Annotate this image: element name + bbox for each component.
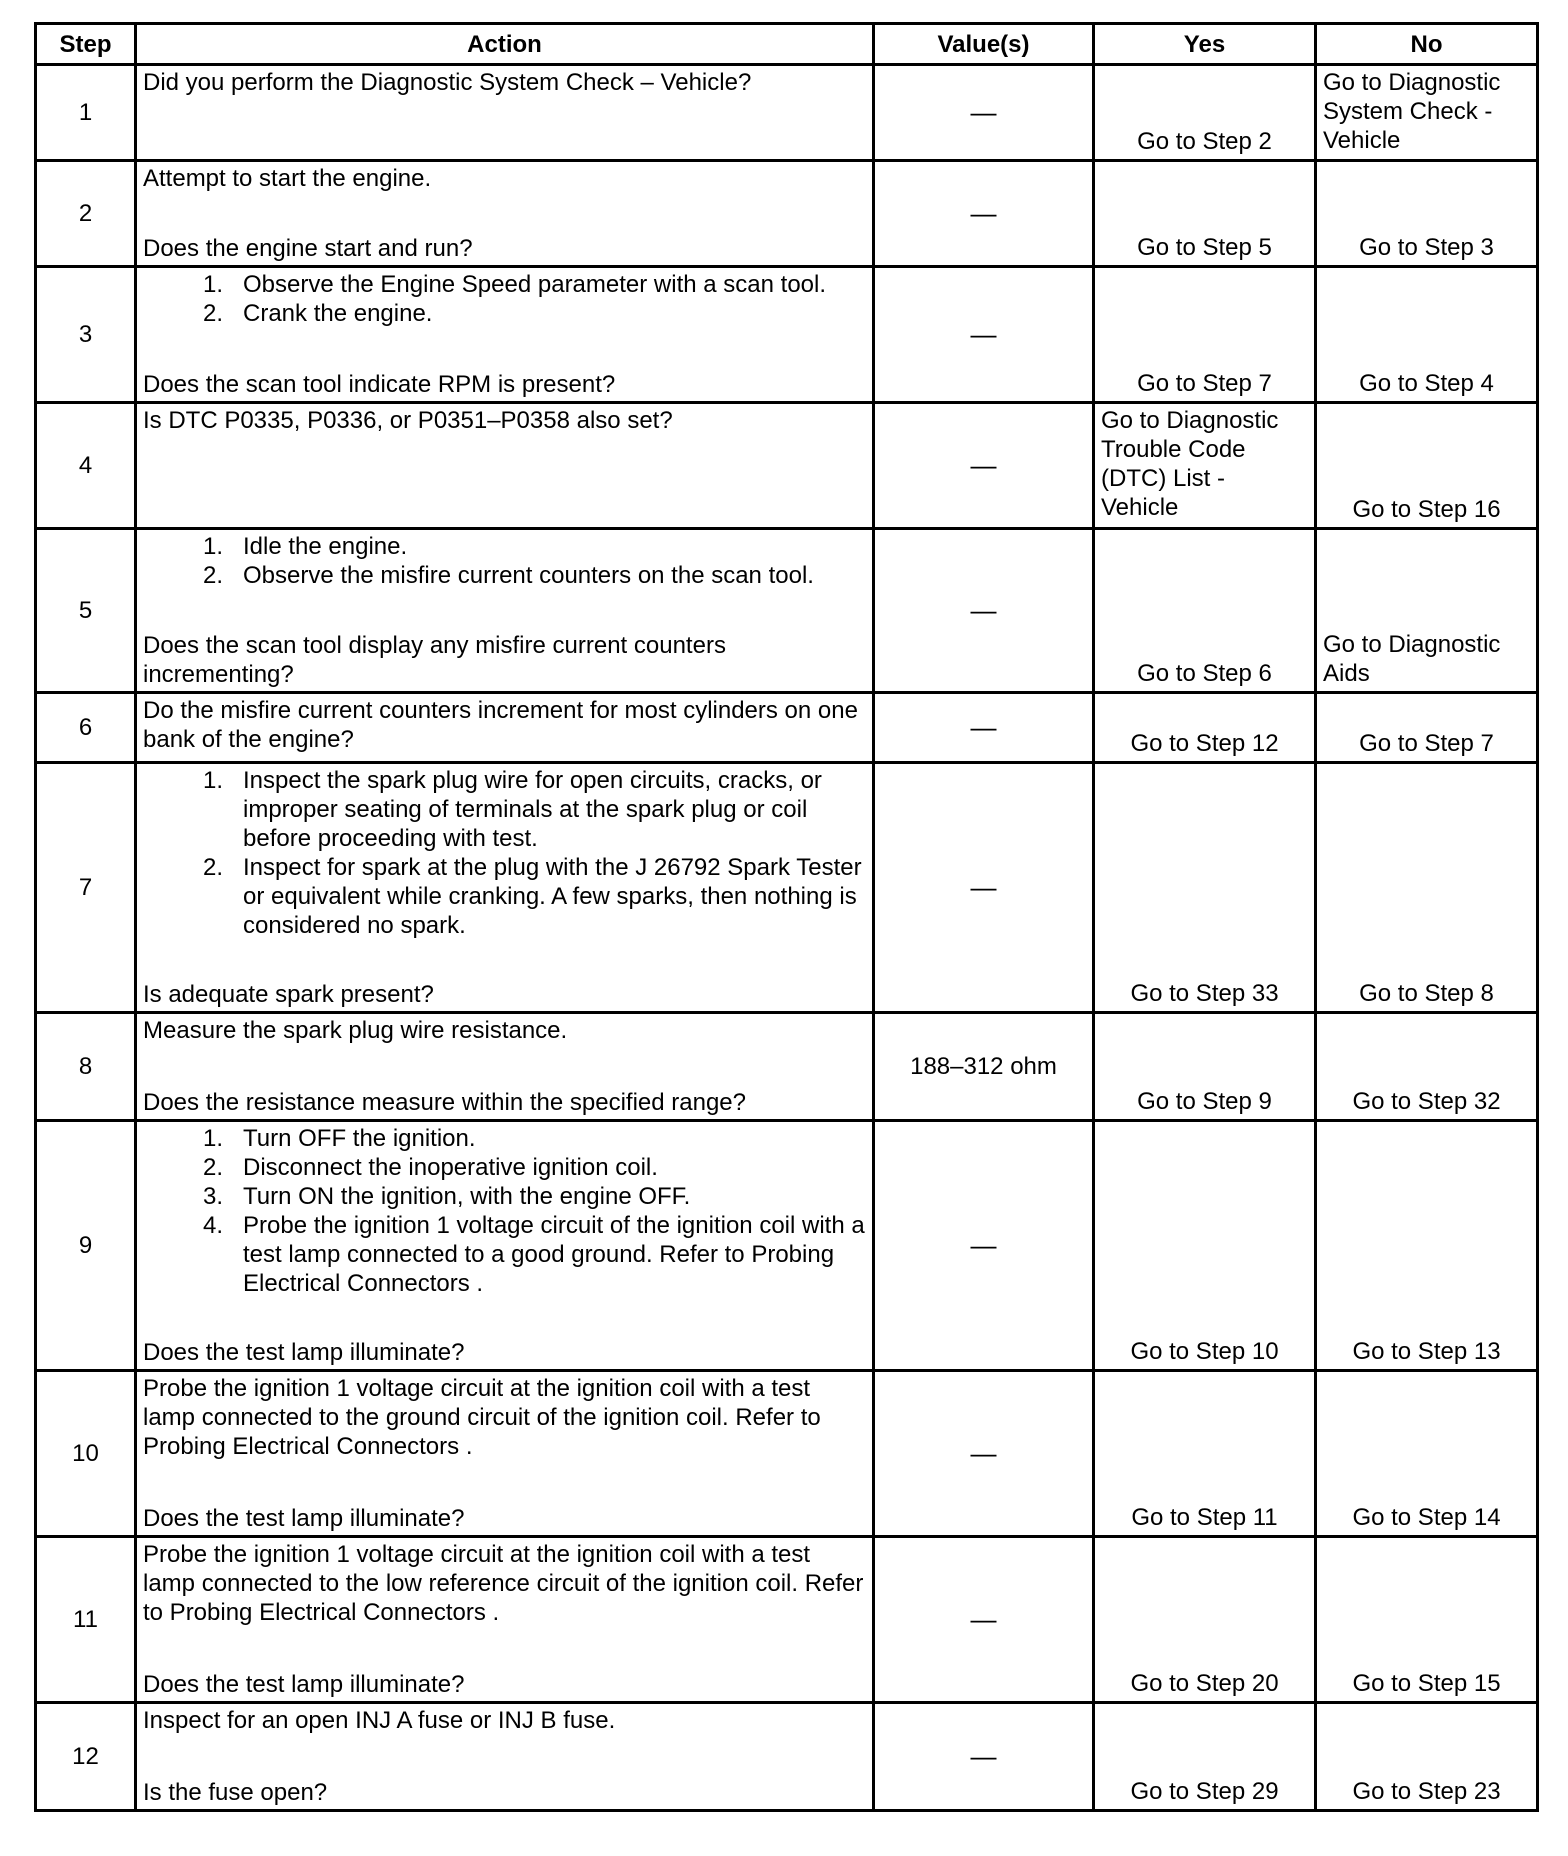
action-question: Does the scan tool indicate RPM is present? (143, 371, 616, 398)
value-cell (874, 1371, 1094, 1537)
action-instructions (143, 1016, 868, 1045)
action-list-item (143, 1211, 868, 1298)
action-cell (136, 161, 874, 267)
yes-result-text: Go to Step 7 (1137, 370, 1272, 397)
action-list (143, 270, 868, 328)
header-step: Step (36, 24, 136, 65)
list-number: 1. (202, 271, 223, 298)
list-number: 1. (202, 533, 223, 560)
no-result-text: Go to Step 13 (1352, 1338, 1501, 1365)
no-result-cell (1316, 1537, 1538, 1703)
value-text: — (970, 711, 997, 742)
action-question: Does the test lamp illuminate? (143, 1505, 465, 1532)
table-row (36, 1703, 1538, 1811)
action-text: Probe the ignition 1 voltage circuit at the ignition coil with a test lamp connected to the low reference circuit of the ignition coil. Refer to Probing Electrical Connectors . (143, 1541, 864, 1626)
action-cell (136, 529, 874, 693)
action-list-item (143, 270, 868, 299)
value-cell (874, 65, 1094, 161)
action-list-item (143, 561, 868, 590)
list-text: Inspect the spark plug wire for open circuits, cracks, or improper seating of terminals at the spark plug or coil before proceeding with test. (243, 767, 822, 852)
action-instructions (143, 406, 868, 435)
header-row (36, 24, 1538, 65)
step-number: 7 (36, 763, 136, 1013)
table-row (36, 267, 1538, 403)
list-number: 1. (202, 1125, 223, 1152)
action-question: Does the engine start and run? (143, 235, 473, 262)
action-cell (136, 403, 874, 529)
no-result-cell (1316, 529, 1538, 693)
action-instructions (143, 68, 868, 97)
no-result-cell (1316, 1013, 1538, 1121)
table-row (36, 693, 1538, 763)
value-text: — (970, 1437, 997, 1468)
yes-result-cell (1094, 1013, 1316, 1121)
no-result-text: Go to Step 32 (1352, 1088, 1501, 1115)
no-result-text: Go to Step 23 (1352, 1778, 1501, 1805)
table-row (36, 403, 1538, 529)
step-number: 3 (36, 267, 136, 403)
yes-result-cell (1094, 1371, 1316, 1537)
action-list (143, 1124, 868, 1298)
action-list-item (143, 1153, 868, 1182)
value-text: — (970, 197, 997, 228)
yes-result-cell (1094, 267, 1316, 403)
yes-result-text: Go to Step 2 (1137, 128, 1272, 155)
no-result-cell (1316, 763, 1538, 1013)
action-instructions (143, 164, 868, 193)
value-text: — (970, 1229, 997, 1260)
list-number: 4. (202, 1212, 223, 1239)
step-number: 1 (36, 65, 136, 161)
header-values: Value(s) (874, 24, 1094, 65)
yes-result-cell (1094, 1537, 1316, 1703)
action-instructions (143, 270, 868, 328)
action-text: Did you perform the Diagnostic System Check – Vehicle? (143, 69, 752, 96)
list-text: Observe the misfire current counters on the scan tool. (243, 562, 814, 589)
action-question: Does the test lamp illuminate? (143, 1339, 465, 1366)
action-cell (136, 1703, 874, 1811)
yes-result-text: Go to Step 29 (1130, 1778, 1279, 1805)
table-row (36, 1013, 1538, 1121)
action-question: Is the fuse open? (143, 1779, 328, 1806)
action-instructions (143, 1540, 868, 1627)
value-text: 188–312 ohm (910, 1053, 1057, 1080)
list-text: Turn OFF the ignition. (243, 1125, 476, 1152)
no-result-text: Go to Diagnostic Aids (1323, 631, 1501, 687)
no-result-text: Go to Step 8 (1359, 980, 1494, 1007)
no-result-cell (1316, 65, 1538, 161)
action-list-item (143, 299, 868, 328)
action-list-item (143, 1124, 868, 1153)
value-cell (874, 403, 1094, 529)
table-row (36, 1537, 1538, 1703)
step-number: 11 (36, 1537, 136, 1703)
value-cell (874, 161, 1094, 267)
yes-result-text: Go to Step 5 (1137, 234, 1272, 261)
table-row (36, 65, 1538, 161)
yes-result-cell (1094, 161, 1316, 267)
yes-result-text: Go to Step 10 (1130, 1338, 1279, 1365)
table-row (36, 1121, 1538, 1371)
list-text: Probe the ignition 1 voltage circuit of the ignition coil with a test lamp connected to a good ground. Refer to Probing Electrical Connectors . (243, 1212, 865, 1297)
list-text: Inspect for spark at the plug with the J 26792 Spark Tester or equivalent while cranking. A few sparks, then nothing is considered no spark. (243, 854, 862, 939)
action-text: Inspect for an open INJ A fuse or INJ B fuse. (143, 1707, 616, 1734)
step-number: 4 (36, 403, 136, 529)
no-result-cell (1316, 1703, 1538, 1811)
value-text: — (970, 594, 997, 625)
action-question: Is adequate spark present? (143, 981, 434, 1008)
no-result-text: Go to Step 4 (1359, 370, 1494, 397)
list-text: Disconnect the inoperative ignition coil. (243, 1154, 658, 1181)
step-number: 9 (36, 1121, 136, 1371)
action-text: Is DTC P0335, P0336, or P0351–P0358 also set? (143, 407, 673, 434)
value-cell (874, 693, 1094, 763)
value-text: — (970, 96, 997, 127)
action-list-item (143, 532, 868, 561)
no-result-cell (1316, 403, 1538, 529)
action-text: Probe the ignition 1 voltage circuit at the ignition coil with a test lamp connected to the ground circuit of the ignition coil. Refer to Probing Electrical Connectors . (143, 1375, 821, 1460)
yes-result-text: Go to Diagnostic Trouble Code (DTC) List - Vehicle (1101, 407, 1279, 521)
step-number: 2 (36, 161, 136, 267)
no-result-text: Go to Step 7 (1359, 730, 1494, 757)
no-result-text: Go to Diagnostic System Check - Vehicle (1323, 69, 1501, 154)
action-cell (136, 693, 874, 763)
yes-result-text: Go to Step 11 (1131, 1504, 1278, 1531)
yes-result-text: Go to Step 12 (1130, 730, 1279, 757)
yes-result-cell (1094, 65, 1316, 161)
action-list (143, 532, 868, 590)
table-row (36, 529, 1538, 693)
step-number: 12 (36, 1703, 136, 1811)
table-row (36, 1371, 1538, 1537)
value-cell (874, 1121, 1094, 1371)
yes-result-cell (1094, 529, 1316, 693)
action-question: Does the test lamp illuminate? (143, 1671, 465, 1698)
action-instructions (143, 1706, 868, 1735)
action-question: Does the scan tool display any misfire current counters incrementing? (143, 632, 726, 688)
yes-result-cell (1094, 1703, 1316, 1811)
value-text: — (970, 1740, 997, 1771)
list-number: 2. (202, 854, 223, 881)
value-cell (874, 1013, 1094, 1121)
list-number: 1. (202, 767, 223, 794)
action-text: Attempt to start the engine. (143, 165, 432, 192)
list-text: Idle the engine. (243, 533, 408, 560)
step-number: 10 (36, 1371, 136, 1537)
action-question: Does the resistance measure within the specified range? (143, 1089, 746, 1116)
action-cell (136, 65, 874, 161)
no-result-cell (1316, 161, 1538, 267)
action-instructions (143, 532, 868, 590)
action-cell (136, 1537, 874, 1703)
yes-result-cell (1094, 1121, 1316, 1371)
list-number: 2. (202, 1154, 223, 1181)
action-cell (136, 267, 874, 403)
action-text: Measure the spark plug wire resistance. (143, 1017, 568, 1044)
diagnostic-table (34, 22, 1539, 1812)
value-cell (874, 267, 1094, 403)
table-body (36, 65, 1538, 1811)
yes-result-text: Go to Step 9 (1137, 1088, 1272, 1115)
value-cell (874, 763, 1094, 1013)
list-text: Observe the Engine Speed parameter with a scan tool. (243, 271, 827, 298)
value-cell (874, 1703, 1094, 1811)
yes-result-text: Go to Step 20 (1130, 1670, 1279, 1697)
yes-result-cell (1094, 763, 1316, 1013)
header-action: Action (136, 24, 874, 65)
value-text: — (970, 449, 997, 480)
no-result-cell (1316, 1121, 1538, 1371)
value-cell (874, 529, 1094, 693)
action-cell (136, 763, 874, 1013)
list-number: 2. (202, 562, 223, 589)
action-cell (136, 1121, 874, 1371)
action-list-item (143, 1182, 868, 1211)
step-number: 6 (36, 693, 136, 763)
value-text: — (970, 871, 997, 902)
yes-result-cell (1094, 403, 1316, 529)
no-result-cell (1316, 693, 1538, 763)
action-list (143, 766, 868, 940)
no-result-cell (1316, 267, 1538, 403)
header-yes: Yes (1094, 24, 1316, 65)
action-instructions (143, 1124, 868, 1298)
value-text: — (970, 318, 997, 349)
action-instructions (143, 696, 868, 754)
action-list-item (143, 766, 868, 853)
list-text: Crank the engine. (243, 300, 433, 327)
list-number: 2. (202, 300, 223, 327)
value-text: — (970, 1603, 997, 1634)
no-result-text: Go to Step 16 (1352, 496, 1501, 523)
table-row (36, 763, 1538, 1013)
step-number: 5 (36, 529, 136, 693)
action-instructions (143, 1374, 868, 1461)
value-cell (874, 1537, 1094, 1703)
step-number: 8 (36, 1013, 136, 1121)
action-cell (136, 1013, 874, 1121)
yes-result-cell (1094, 693, 1316, 763)
action-instructions (143, 766, 868, 940)
action-list-item (143, 853, 868, 940)
no-result-text: Go to Step 15 (1352, 1670, 1501, 1697)
list-text: Turn ON the ignition, with the engine OFF. (243, 1183, 691, 1210)
yes-result-text: Go to Step 33 (1130, 980, 1279, 1007)
yes-result-text: Go to Step 6 (1137, 660, 1272, 687)
action-text: Do the misfire current counters increment for most cylinders on one bank of the engine? (143, 697, 858, 753)
list-number: 3. (202, 1183, 223, 1210)
no-result-cell (1316, 1371, 1538, 1537)
table-row (36, 161, 1538, 267)
header-no: No (1316, 24, 1538, 65)
no-result-text: Go to Step 3 (1359, 234, 1494, 261)
no-result-text: Go to Step 14 (1352, 1504, 1501, 1531)
action-cell (136, 1371, 874, 1537)
